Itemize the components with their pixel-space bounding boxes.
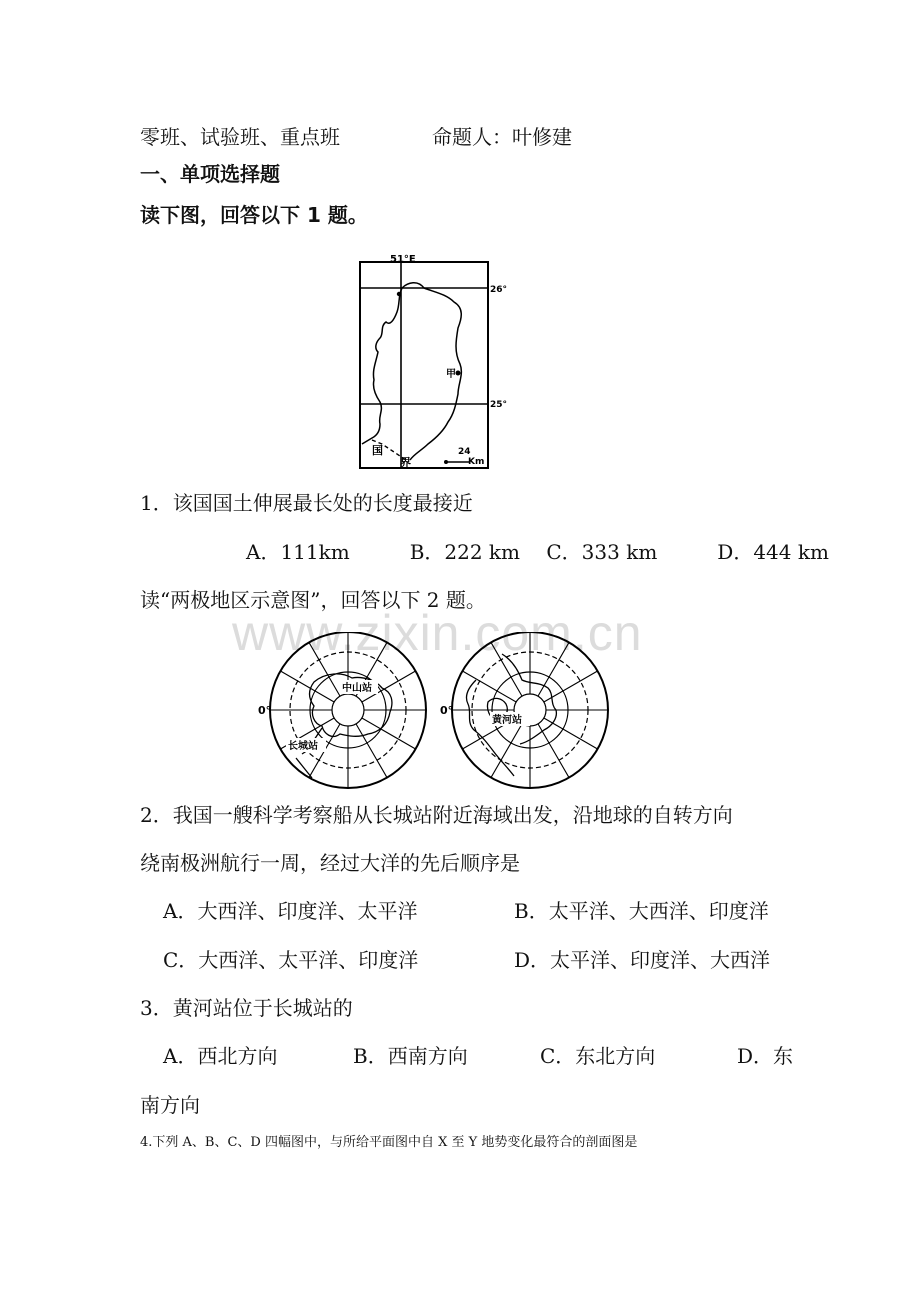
antarctic-meridian-8 bbox=[309, 642, 340, 696]
arctic-polar-map bbox=[452, 632, 608, 788]
scale-value: 24 bbox=[458, 447, 471, 457]
q4-stem: 4.下列 A、B、C、D 四幅图中，与所给平面图中自 X 至 Y 地势变化最符合的剖面图是 bbox=[140, 1135, 638, 1150]
point-jia-dot bbox=[456, 371, 461, 376]
jie-label: 界 bbox=[400, 456, 411, 469]
q2-stem-line2: 绕南极洲航行一周，经过大洋的先后顺序是 bbox=[140, 851, 520, 875]
q1-options: A．111km B．222 km C．333 km D．444 km bbox=[246, 540, 829, 564]
guo-label: 国 bbox=[372, 444, 383, 457]
q3-option-d-continued: 南方向 bbox=[140, 1093, 200, 1117]
q3-option-d: D．东 bbox=[737, 1044, 794, 1068]
arctic-meridian-1 bbox=[544, 718, 598, 749]
country-outline bbox=[362, 288, 402, 444]
q2-option-a: A．大西洋、印度洋、太平洋 bbox=[163, 899, 418, 923]
point-jia-label: 甲 bbox=[446, 369, 456, 380]
q3-option-a: A．西北方向 bbox=[163, 1044, 278, 1068]
scale-unit: Km bbox=[468, 457, 485, 467]
map-frame bbox=[360, 262, 488, 468]
q2-option-b: B．太平洋、大西洋、印度洋 bbox=[514, 899, 769, 923]
watermark: www.zixin.com.cn bbox=[232, 605, 643, 661]
antarctic-circle-3 bbox=[332, 694, 364, 726]
scale-dot bbox=[444, 460, 448, 464]
q2-option-c: C．大西洋、太平洋、印度洋 bbox=[163, 948, 419, 972]
intro-question-2: 读“两极地区示意图”，回答以下 2 题。 bbox=[140, 588, 486, 612]
zero-label-left: 0° bbox=[258, 704, 272, 717]
polar-maps-figure bbox=[252, 632, 612, 792]
zhongshan-label: 中山站 bbox=[342, 683, 372, 694]
intro-question-1: 读下图，回答以下 1 题。 bbox=[140, 203, 368, 227]
arctic-meridian-10 bbox=[538, 642, 569, 696]
header-author: 命题人：叶修建 bbox=[432, 125, 572, 149]
q2-option-d: D．太平洋、印度洋、大西洋 bbox=[514, 948, 771, 972]
arctic-meridian-2 bbox=[538, 724, 569, 778]
country-map-figure bbox=[350, 252, 520, 474]
antarctic-polar-map bbox=[270, 632, 426, 788]
q3-stem: 3．黄河站位于长城站的 bbox=[140, 996, 353, 1020]
arctic-meridian-4 bbox=[491, 724, 522, 778]
antarctic-meridian-2 bbox=[356, 724, 387, 778]
section-title: 一、单项选择题 bbox=[140, 162, 280, 186]
town-dot-north bbox=[397, 292, 401, 296]
q2-stem-line1: 2．我国一艘科学考察船从长城站附近海域出发，沿地球的自转方向 bbox=[140, 803, 733, 827]
zero-label-right: 0° bbox=[440, 704, 454, 717]
changcheng-label: 长城站 bbox=[288, 741, 318, 752]
q1-stem: 1．该国国土伸展最长处的长度最接近 bbox=[140, 491, 473, 515]
header-classes: 零班、试验班、重点班 bbox=[140, 125, 340, 149]
q3-option-c: C．东北方向 bbox=[540, 1044, 656, 1068]
lat-top-label: 26° bbox=[490, 285, 508, 295]
meridian-label: 51°E bbox=[390, 254, 416, 265]
north-america-coast bbox=[466, 680, 514, 776]
q3-option-b: B．西南方向 bbox=[353, 1044, 468, 1068]
lat-bottom-label: 25° bbox=[490, 400, 508, 410]
huanghe-label: 黄河站 bbox=[492, 715, 522, 726]
